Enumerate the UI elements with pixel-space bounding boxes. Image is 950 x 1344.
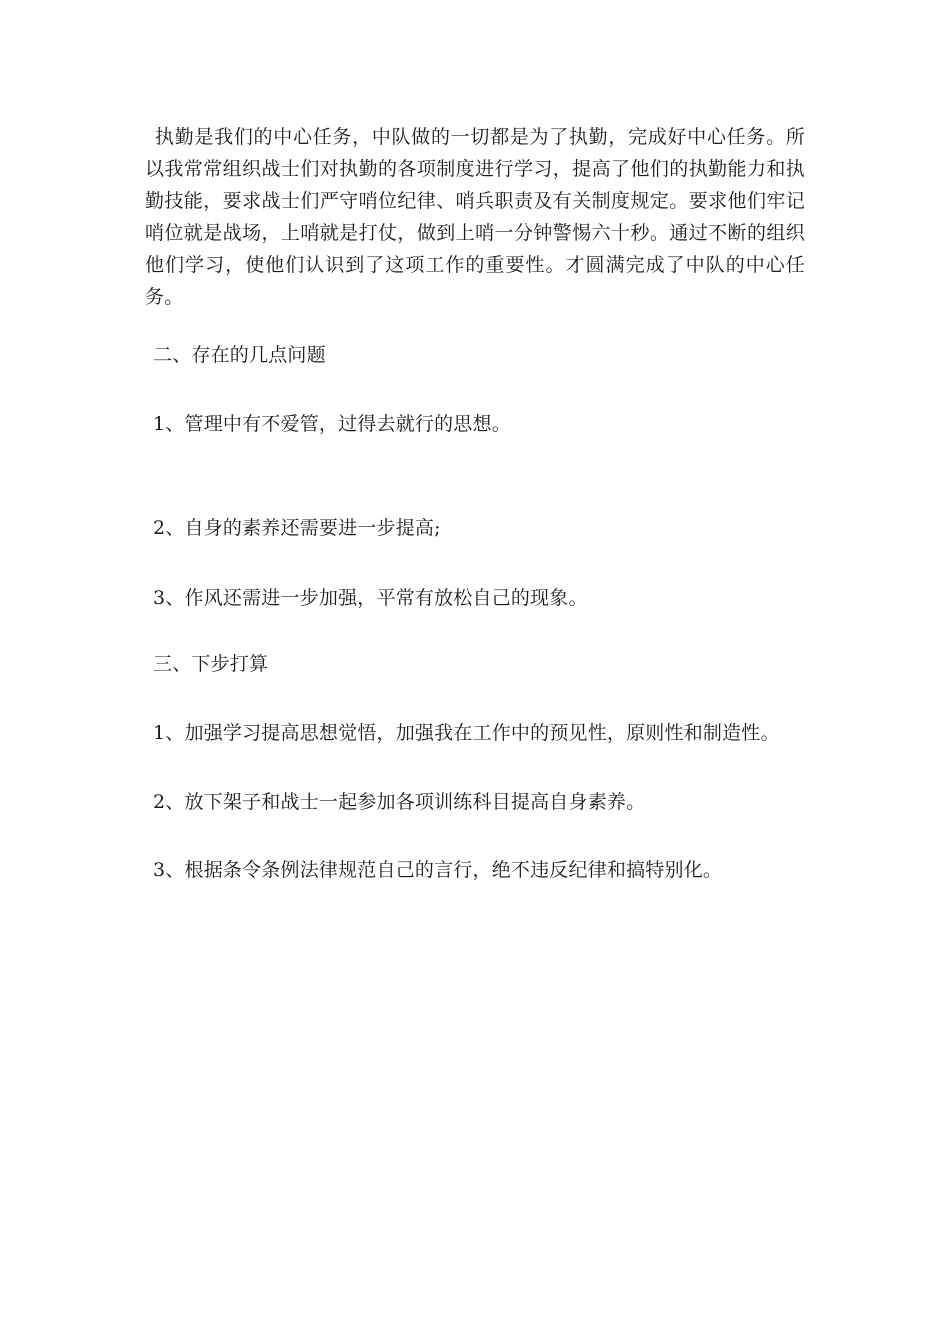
problem-item-2: 2、自身的素养还需要进一步提高; [153,517,441,539]
section-heading-problems: 二、存在的几点问题 [153,344,326,366]
plan-item-1: 1、加强学习提高思想觉悟，加强我在工作中的预见性，原则性和制造性。 [153,722,780,744]
plan-item-2: 2、放下架子和战士一起参加各项训练科目提高自身素养。 [153,791,646,813]
section-heading-plans: 三、下步打算 [153,653,269,675]
problem-item-1: 1、管理中有不爱管，过得去就行的思想。 [153,413,511,435]
plan-item-3: 3、根据条令条例法律规范自己的言行，绝不违反纪律和搞特别化。 [153,859,723,881]
intro-paragraph: 执勤是我们的中心任务，中队做的一切都是为了执勤，完成好中心任务。所以我常常组织战士们对执勤的各项制度进行学习，提高了他们的执勤能力和执勤技能，要求战士们严守哨位纪律、哨兵职责及有关制度规定。要求他们牢记哨位就是战场，上哨就是打仗，做到上哨一分钟警惕六十秒。通过不断的组织他们学习，使他们认识到了这项工作的重要性。才圆满完成了中队的中心任务。 [145,126,805,308]
problem-item-3: 3、作风还需进一步加强，平常有放松自己的现象。 [153,587,588,609]
